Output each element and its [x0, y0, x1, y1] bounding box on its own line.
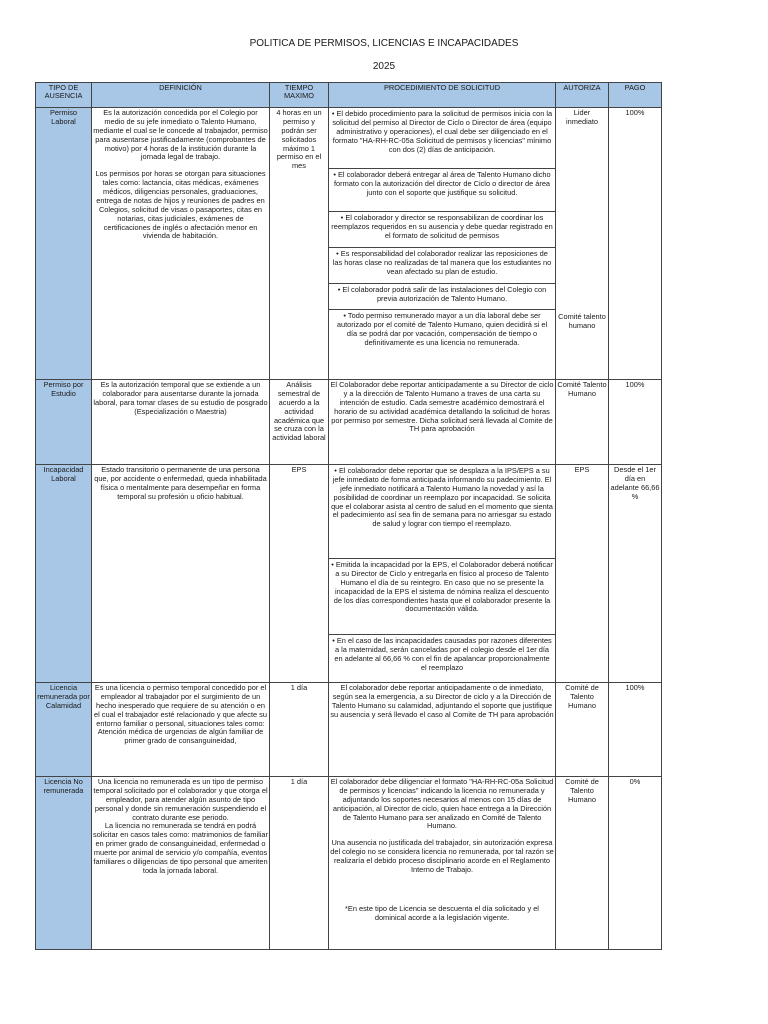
policy-table — [35, 82, 662, 950]
authorizer: Lider inmediato — [565, 108, 599, 126]
header-definicion: DEFINICIÓN — [92, 83, 270, 108]
procedure-cell — [329, 108, 556, 380]
document-year: 2025 — [372, 61, 396, 72]
procedure-step — [329, 108, 555, 169]
definition-paragraph: Es la autorización temporal que se extiende a un colaborador para ausentarse durante la jornada laboral, para tomar clases de su estudio de posgrado (Especialización o Maestria) — [93, 380, 268, 416]
authorize-cell — [556, 108, 609, 380]
table-row — [36, 108, 662, 380]
procedure-step-text: Una ausencia no justificada del trabajador, sin autorización expresa del colegio no se considera licencia no remunerada, por tal razón se realizaría el debido proceso disciplinario acorde en el Reglamento Interno de Trabajo. — [330, 838, 554, 874]
definition-paragraph: La licencia no remunerada se tendrá en podrá solicitar en casos tales como: matrimonios de familiar en primer grado de consanguineidad, enfermedad o muerte por animal de servicio y/o compañía, eventos familiares o diligencias de tipo personal que ameriten toda la jornada laboral. — [93, 821, 268, 875]
absence-type: Licencia remunerada por Calamidad — [36, 683, 92, 777]
procedure-step-text: • Es responsabilidad del colaborador realizar las reposiciones de las horas clase no realizadas de tal manera que los estudiantes no vean afectado su plan de estudio. — [332, 249, 552, 276]
procedure-step — [329, 465, 555, 559]
definition-paragraph: Es la autorización concedida por el Colegio por medio de su jefe inmediato o Talento Humano, mediante el cual se le concede al trabajador, permiso para ausentarse justificadamente (comprobantes de motivo) por 4 horas de la institución durante la jornada legal de trabajo. — [93, 108, 268, 162]
definition-cell — [92, 108, 270, 380]
definition-cell — [92, 465, 270, 683]
definition-paragraph: Estado transitorio o permanente de una persona que, por accidente o enfermedad, queda inhabilitada física o mentalmente para desempeñar en forma temporal su profesión u oficio habitual. — [94, 465, 267, 501]
authorizer: EPS — [556, 465, 609, 683]
pay-cell: 100% — [609, 108, 662, 380]
header-procedimiento: PROCEDIMIENTO DE SOLICITUD — [329, 83, 556, 108]
pay-cell: 100% — [609, 683, 662, 777]
table-row — [36, 465, 662, 683]
procedure-step-text: • El debido procedimiento para la solicitud de permisos inicia con la solicitud del permiso al Director de Ciclo o Director de área (equipo administrativo y operaciones), el cual debe ser diligenciado en el formato "HA-RH-RC-05a Solicitud de permisos y licencias" mínimo con dos (2) días de anticipación. — [331, 109, 553, 154]
procedure-step-text: El colaborador debe reportar anticipadamente o de inmediato, según sea la emergencia, a su Director de ciclo y a la Dirección de Talento Humano su calamidad, adjuntando el soporte que justifique su ausencia y será llevado el caso al Comite de TH para aprobación — [330, 683, 554, 719]
definition-cell — [92, 683, 270, 777]
procedure-step-text: • El colaborador debe reportar que se desplaza a la IPS/EPS a su jefe inmediato de forma anticipada informando su padecimiento. El jefe inmediato notificará a Talento Humano la novedad y así la posibilidad de coordinar un reemplazo por incapacidad. Se solicita que el colaborar asista al centro de salud en el momento que sienta el padecimiento así sea fin de semana para no arriesgar su estado de salud y lograr con tiempo el reemplazo. — [331, 466, 553, 529]
header-tiempo: TIEMPO MAXIMO — [270, 83, 329, 108]
max-time: Análisis semestral de acuerdo a la actividad académica que se cruza con la actividad laboral — [270, 380, 329, 465]
procedure-cell — [329, 683, 556, 777]
header-autoriza: AUTORIZA — [556, 83, 609, 108]
procedure-step-text: El colaborador debe diligenciar el formato "HA-RH-RC-05a Solicitud de permisos y licencias" indicando la licencia no remunerada y adjuntando los soportes necesarios al menos con 15 días de anticipación, al Director de ciclo, quien hace entrega a la Dirección de Talento Humano para ser analizado en Comité de Talento Humano. — [330, 777, 554, 831]
definition-paragraph: Es una licencia o permiso temporal concedido por el empleador al trabajador por el surgimiento de un hecho inesperado que requiere de su atención o en el cual el trabajador esté relacionado y que afecte su entorno familiar o personal, situaciones tales como: Atención médica de urgencias de algún familiar de primer grado de consanguineidad, — [94, 683, 267, 746]
authorizer: Comité de Talento Humano — [556, 683, 609, 777]
procedure-step-text: *En este tipo de Licencia se descuenta el día solicitado y el dominical acorde a la legislación vigente. — [345, 903, 539, 922]
definition-cell — [92, 380, 270, 465]
procedure-cell — [329, 465, 556, 683]
pay-cell: 100% — [609, 380, 662, 465]
procedure-step-text: • Todo permiso remunerado mayor a un día laboral debe ser autorizado por el comité de Talento Humano, quien decidirá si el día se podrá dar por vacación, compensación de tiempo o definitivamente es una licencia no remunerada. — [336, 311, 548, 347]
procedure-step — [329, 310, 555, 351]
procedure-step — [329, 635, 555, 676]
table-header-row — [36, 83, 662, 108]
procedure-step-text: • El colaborador y director se responsabilizan de coordinar los reemplazos requeridos en su ausencia y debe quedar registrado en el formato de solicitud de permisos — [331, 213, 553, 240]
pay-cell: 0% — [609, 777, 662, 950]
authorizer: Comité de Talento Humano — [556, 777, 609, 950]
max-time: 4 horas en un permiso y podrán ser solicitados máximo 1 permiso en el mes — [270, 108, 329, 380]
absence-type: Permiso por Estudio — [36, 380, 92, 465]
procedure-cell — [329, 380, 556, 465]
max-time: EPS — [270, 465, 329, 683]
header-tipo: TIPO DE AUSENCIA — [36, 83, 92, 108]
max-time: 1 día — [270, 777, 329, 950]
definition-paragraph: Los permisos por horas se otorgan para situaciones tales como: lactancia, citas médicas, exámenes médicos, diligencias personales, graduaciones, entrega de notas de hijos y reuniones de padres en Colegios, solicitud de visas o pasaportes, citas en notarias, citas judiciales, exámenes de certificaciones de inglés o afectación menor en vivienda de habitación. — [95, 169, 266, 241]
table-row — [36, 380, 662, 465]
authorizer-extra: Comité talento humano — [558, 311, 606, 330]
procedure-cell — [329, 777, 556, 950]
procedure-step-text: • El colaborador podrá salir de las instalaciones del Colegio con previa autorización de Talento Humano. — [337, 285, 547, 303]
absence-type: Licencia No remunerada — [36, 777, 92, 950]
procedure-step — [329, 559, 555, 635]
authorizer: Comité Talento Humano — [556, 380, 609, 465]
header-pago: PAGO — [609, 83, 662, 108]
procedure-step-text: • El colaborador deberá entregar al área de Talento Humano dicho formato con la autorización del director de Ciclo o director de área junto con el soporte que justifique su solicitud. — [333, 170, 551, 197]
table-row — [36, 683, 662, 777]
definition-paragraph: Una licencia no remunerada es un tipo de permiso temporal solicitado por el colaborador y que otorga el empleador, para atender algún asunto de tipo personal y donde sin remuneración suspendiendo el contrato durante ese periodo. — [93, 777, 268, 822]
procedure-step-text: • En el caso de las incapacidades causadas por razones diferentes a la maternidad, serán canceladas por el colegio desde el 1er día en adelante al 66,66 % con el fin de apalancar proporcionalmente el reemplazo — [332, 636, 552, 672]
pay-cell: Desde el 1er día en adelante 66,66 % — [609, 465, 662, 683]
max-time: 1 día — [270, 683, 329, 777]
definition-cell — [92, 777, 270, 950]
procedure-step — [329, 248, 555, 284]
procedure-step — [329, 212, 555, 248]
procedure-step — [329, 284, 555, 310]
document-title: POLITICA DE PERMISOS, LICENCIAS E INCAPACIDADES — [249, 38, 519, 49]
table-row — [36, 777, 662, 950]
procedure-step-text: El Colaborador debe reportar anticipadamente a su Director de ciclo y a la dirección de Talento Humano a traves de una carta su intención de estudio. Cada semestre académico demostrará el horario de su actividad académica detallando la solicitud de horas por permiso por semestre. Dicha solicitud será llevada al Comite de TH para aprobación — [330, 380, 554, 434]
absence-type: Permiso Laboral — [36, 108, 92, 380]
absence-type: Incapacidad Laboral — [36, 465, 92, 683]
procedure-step — [329, 169, 555, 212]
procedure-step-text: • Emitida la incapacidad por la EPS, el Colaborador deberá notificar a su Director de Ciclo y entregarla en físico al proceso de Talento Humano el día de su reintegro. En caso que no se presente la incapacidad de la EPS el sistema de nómina realiza el descuento de los días correspondientes hasta que el colaborador presente la documentación válida. — [331, 560, 553, 614]
